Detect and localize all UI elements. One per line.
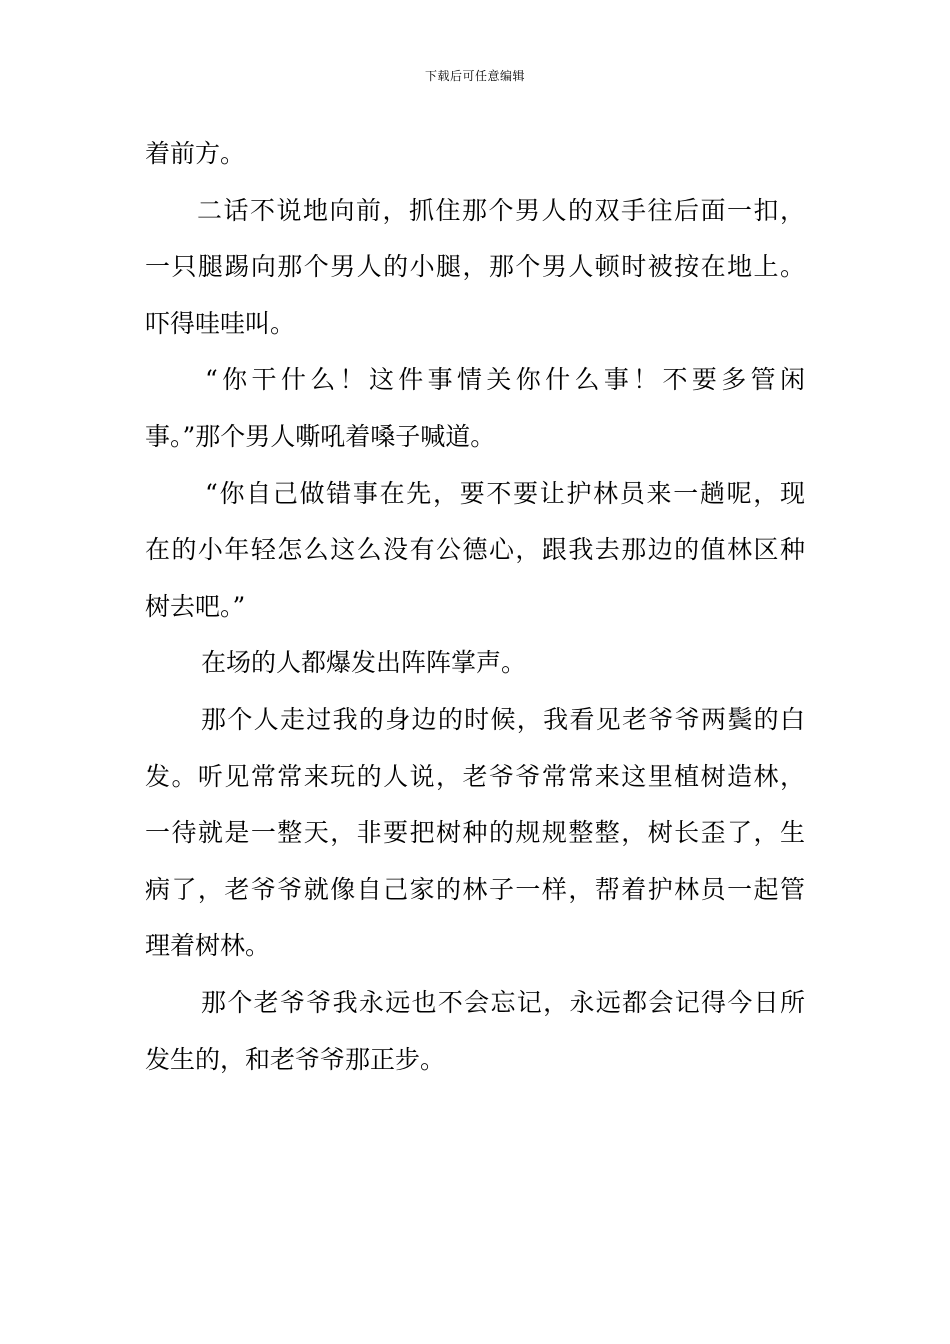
text-line: 发。听见常常来玩的人说，老爷爷常常来这里植树造林， [145,761,805,791]
text-line: 一只腿踢向那个男人的小腿，那个男人顿时被按在地上。 [145,252,805,282]
page-header: 下载后可任意编辑 [424,69,525,83]
document-body [145,126,805,1088]
text-line: 病了，老爷爷就像自己家的林子一样，帮着护林员一起管 [145,874,805,904]
text-line: 树去吧。” [145,591,246,621]
text-line: 理着树林。 [145,931,271,961]
paragraph-first-line: “你自己做错事在先，要不要让护林员来一趟呢，现 [205,478,805,508]
paragraph-first-line: 那个人走过我的身边的时候，我看见老爷爷两鬓的白 [201,704,805,734]
text-line: 一待就是一整天，非要把树种的规规整整，树长歪了，生 [145,818,805,848]
paragraph-first-line: 那个老爷爷我永远也不会忘记，永远都会记得今日所 [201,987,805,1017]
text-line: 发生的，和老爷爷那正步。 [145,1044,446,1074]
text-line: 着前方。 [145,139,246,168]
paragraph-first-line: “你干什么！这件事情关你什么事！不要多管闲 [205,365,805,395]
text-line: 在的小年轻怎么这么没有公德心，跟我去那边的值林区种 [145,535,805,565]
paragraph-first-line: 二话不说地向前，抓住那个男人的双手往后面一扣， [197,195,805,225]
text-line: 吓得哇哇叫。 [145,308,296,338]
paragraph-first-line: 在场的人都爆发出阵阵掌声。 [201,648,527,678]
text-line: 事。”那个男人嘶吼着嗓子喊道。 [145,421,496,451]
